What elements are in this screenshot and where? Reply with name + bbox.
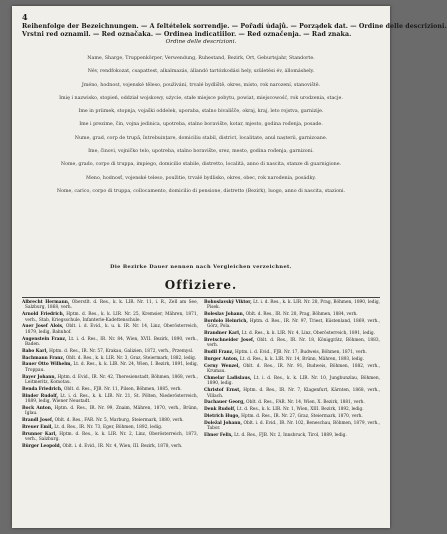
officer-entry xyxy=(204,312,380,317)
officer-entry xyxy=(204,388,380,399)
officer-entry xyxy=(204,364,380,375)
officer-entry xyxy=(22,432,198,443)
officer-name: Bordolo Heinrich, xyxy=(204,319,248,324)
officer-details: Lt. i. d. Res., k. k. LIR. Nr. 28, Prag, Böhmen, 1890, ledig, Pisek. xyxy=(207,300,380,311)
officer-details: Lt. d. Res., k. k. LIR. Nr. 14, Brünn, Mähren, 1893, ledig. xyxy=(238,357,365,362)
officer-entry xyxy=(204,400,380,405)
officer-details: Hptm. i. d. Evid., FJB. Nr. 17, Budweis, Böhmen, 1871, verh. xyxy=(233,350,367,356)
officer-name: Brandl Josef, xyxy=(22,418,54,424)
officer-name: Bürger Leopold, xyxy=(22,443,62,449)
left-column xyxy=(22,300,198,524)
page-number: 4 xyxy=(22,12,28,22)
officer-details: Hptm. d. Res., IR. Nr. 97, Triest, Küstenland, 1869, verh., Görz, Pola. xyxy=(207,319,380,330)
header-line-2: Vrstni red oznamil. — Red označaka. — Ordinea indicatiilor. — Red označenja. — Rad znaka. xyxy=(22,31,352,38)
officer-entry xyxy=(204,319,380,330)
officer-name: Bayer Johann, xyxy=(22,374,56,380)
officer-entry xyxy=(22,375,198,386)
officer-name: Bock Anton, xyxy=(22,405,53,411)
officer-details: Oblt. d. Res., IR. Nr. 91, Budweis, Böhmen, 1882, verh., Krumau. xyxy=(207,363,381,375)
officer-entry xyxy=(22,324,198,335)
officer-entry xyxy=(22,362,198,373)
officer-name: Denk Rudolf, xyxy=(204,407,236,413)
officer-entry xyxy=(204,300,380,311)
note-6: Nume, grad, corp de trupă, întrebuințare, domiciliu stabil, district, localitate, anul nașterii, garnizoane. xyxy=(74,135,328,141)
officer-entry xyxy=(22,387,198,392)
officer-name: Arnold Friedrich, xyxy=(22,312,65,318)
officer-entry xyxy=(22,425,198,430)
officer-entry xyxy=(22,300,198,311)
right-column xyxy=(204,300,380,524)
officer-name: Albrecht Hermann, xyxy=(22,300,70,305)
officer-entry xyxy=(22,406,198,417)
officer-details: Lt. i. d. Res., k. k. LIR. Nr. 10, Jungbunzlau, Böhmen, 1890, ledig. xyxy=(207,376,380,387)
note-2: Jméno, hodnost, vojenské těleso, používání, trvalé bydliště, okres, místo, rok narození, stanoviště. xyxy=(81,82,321,88)
officer-name: Breuer Emil, xyxy=(22,424,53,430)
officer-name: Dietrich Hugo, xyxy=(204,414,240,419)
officer-name: Dachauer Georg, xyxy=(204,400,245,406)
officer-name: Benda Friedrich, xyxy=(22,386,63,392)
officer-details: Oblt. d. Res., FAR. Nr. 5, Marburg, Steiermark, 1880, verh. xyxy=(53,418,184,424)
officer-entry xyxy=(204,350,380,355)
note-8: Nome, grado, corpo di truppa, impiego, domicilio stabile, distretto, località, anno di nascita, stanze di guarnigione. xyxy=(60,162,342,168)
officer-details: Oblt. d. Res., IR. Nr. 18, Königgrätz, Böhmen, 1883, verh. xyxy=(207,338,380,349)
officer-details: Hptm. d. Evid., IR. Nr. 42, Theresienstadt, Böhmen, 1868, verh., Leitmeritz, Komotau. xyxy=(25,374,198,386)
officer-name: Binder Rudolf, xyxy=(22,393,59,399)
officer-entry xyxy=(22,444,198,449)
note-3: Imię i nazwisko, stopień, oddział wojskowy, użycie, stałe miejsce pobytu, powiat, miejscowość, rok urodzenia, stacje. xyxy=(59,95,343,101)
note-7: Ime, činovi, vojničko telo, upotreba, stalno boravište, srez, mesto, godina rođenja, garnizoni. xyxy=(88,149,314,155)
officer-name: Auer Josef Alois, xyxy=(22,324,64,330)
note-0: Name, Sharge, Truppenkörper, Verwendung, Ruhestand, Bezirk, Ort, Geburtsjahr, Standorte. xyxy=(87,56,315,61)
officer-name: Cerny Wenzel, xyxy=(204,363,240,369)
officer-details: Hptm. d. Res., IR. Nr. 27, Graz, Steiermark, 1870, verh. xyxy=(239,414,363,419)
officer-details: Hptm. d. Res., IR. Nr. 57, Krakau, Galizien, 1872, verh., Przemysl. xyxy=(47,348,194,354)
officer-name: Boleslav Johann, xyxy=(204,312,245,318)
officer-details: Oblt. i. d. Evid., k. u. k. IR. Nr. 14, Linz, Oberösterreich, 1879, ledig, Bahnhof. xyxy=(25,324,198,335)
officer-entry xyxy=(204,433,380,438)
officer-entry xyxy=(22,418,198,423)
officer-details: Hptm. d. Res., IR. Nr. 7, Klagenfurt, Kärnten, 1868, verh., Villach. xyxy=(207,388,380,399)
section-title: Offiziere. xyxy=(164,278,238,292)
officer-entry xyxy=(22,394,198,405)
officer-entry xyxy=(204,376,380,387)
officer-entry xyxy=(204,357,380,362)
officer-details: Hptm. d. Res., k. k. LIR. Nr. 25, Kremsier, Mähren, 1871, verh., Stab, Kriegsschule, Infanterie-Kadettenschule. xyxy=(25,312,198,323)
field-order-notes xyxy=(28,56,374,202)
officer-name: Ebner Felix, xyxy=(204,433,233,438)
officer-name: Doležal Johann, xyxy=(204,420,242,426)
officer-details: Oberstlt. d. Res., k. k. LIR. Nr. 11, i. R., Zell am See, Salzburg, 1868, verh. xyxy=(25,300,198,311)
officer-entry xyxy=(204,331,380,336)
officer-entry xyxy=(204,338,380,349)
officer-name: Burger Anton, xyxy=(204,357,239,362)
closing-line: Die Bezirke Dauer nennen nach Vergleichen verzeichnet. xyxy=(110,264,292,270)
officer-details: Oblt. d. Res., FJB. Nr. 11, Pilsen, Böhmen, 1885, verh. xyxy=(62,386,182,392)
officer-name: Brunner Karl, xyxy=(22,431,57,437)
officer-name: Brandner Karl, xyxy=(204,331,241,337)
officer-name: Chmelar Ladislaus, xyxy=(204,376,252,381)
officer-name: Budil Franz, xyxy=(204,350,234,356)
header-line-3: Ordine delle descrizioni. xyxy=(165,39,237,45)
officer-details: Oblt. d. Res., IR. Nr. 28, Prag, Böhmen, 1884, verh. xyxy=(244,312,358,318)
officer-name: Christof Ernst, xyxy=(204,388,241,394)
officer-entry xyxy=(22,337,198,348)
officer-details: Hptm. d. Res., k. k. LIR. Nr. 2, Linz, Oberösterreich, 1873, verh., Salzburg. xyxy=(25,431,198,443)
note-10: Nome, carico, corpo di truppa, collocamento, domicilio di pensione, distretto (Bezirk), luogo, anno di nascita, stazioni. xyxy=(56,188,346,194)
officer-details: Lt. i. d. Res., IR. Nr. 84, Wien, XVII. Bezirk, 1890, verh., Baden. xyxy=(25,336,198,348)
officer-name: Babo Karl, xyxy=(22,348,48,354)
officer-name: Bohuslavský Viktor, xyxy=(204,300,252,305)
note-9: Meno, hodnosť, vojenské teleso, použitie, trvalé bydlisko, okres, obec, rok narodenia, posádky. xyxy=(86,175,316,181)
divider xyxy=(22,297,380,298)
note-4: Ime in priimek, stopnja, vojaški oddelek, uporaba, stalno bivališče, okraj, kraj, leto rojstva, garnizije. xyxy=(78,109,324,115)
note-1: Név, rendfokozat, csapattest, alkalmazás, állandó tartózkodási hely, születési év, állomáshely. xyxy=(87,69,315,75)
officer-name: Bachmann Franz, xyxy=(22,355,65,361)
officer-details: Oblt. i. d. Evid., IR. Nr. 102, Beneschau, Böhmen, 1879, verh., Tabor. xyxy=(207,420,380,432)
header-line-1: Reihenfolge der Bezeichnungen. — A feltételek sorrendje. — Pořadí údajů. — Porządek dat. — Ordine delle descrizioni. xyxy=(22,23,447,30)
document-page xyxy=(12,6,447,528)
officer-entry xyxy=(204,421,380,432)
officer-details: Oblt. d. Res., FAR. Nr. 14, Wien, X. Bezirk, 1881, verh. xyxy=(244,400,365,406)
officer-entry xyxy=(22,312,198,323)
officer-details: Lt. d. Res., IR. Nr. 73, Eger, Böhmen, 1892, ledig. xyxy=(52,424,163,430)
officer-details: Lt. d. Res., k. k. LIR. Nr. 1, Wien, XIII. Bezirk, 1892, ledig. xyxy=(235,407,364,413)
officer-details: Hptm. d. Res., IR. Nr. 99, Znaim, Mähren, 1870, verh., Brünn, Iglau. xyxy=(25,405,198,417)
officer-entry xyxy=(22,349,198,354)
officer-name: Bretschneider Josef, xyxy=(204,338,255,343)
officer-details: Lt. d. Res., k. k. LIR. Nr. 4, Linz, Oberösterreich, 1891, ledig. xyxy=(240,331,375,337)
officer-details: Oblt. i. d. Evid., IR. Nr. 4, Wien, III. Bezirk, 1878, verh. xyxy=(61,443,183,449)
note-5: Ime i prezime, čin, vojna jedinica, upotreba, stalno boravište, kotar, mjesto, godina rođenja, posade. xyxy=(79,122,323,128)
officer-details: Lt. i. d. Res., k. k. LIR. Nr. 21, St. Pölten, Niederösterreich, 1889, ledig, Wiener Neustadt. xyxy=(25,393,198,405)
officer-entry xyxy=(204,407,380,412)
officer-entry xyxy=(204,414,380,419)
officer-details: Lt. d. Res., k. k. LIR. Nr. 24, Wien, I. Bezirk, 1891, ledig, Troppau. xyxy=(25,362,199,373)
officer-entry xyxy=(22,356,198,361)
officer-name: Augenstein Franz, xyxy=(22,336,67,342)
officer-name: Bauer Otto Wilhelm, xyxy=(22,362,72,368)
officer-details: Lt. d. Res., FJB. Nr. 2, Innsbruck, Tirol, 1889, ledig. xyxy=(232,433,347,438)
officer-details: Oblt. d. Res., k. k. LIR. Nr. 3, Graz, Steiermark, 1882, ledig. xyxy=(64,355,197,361)
